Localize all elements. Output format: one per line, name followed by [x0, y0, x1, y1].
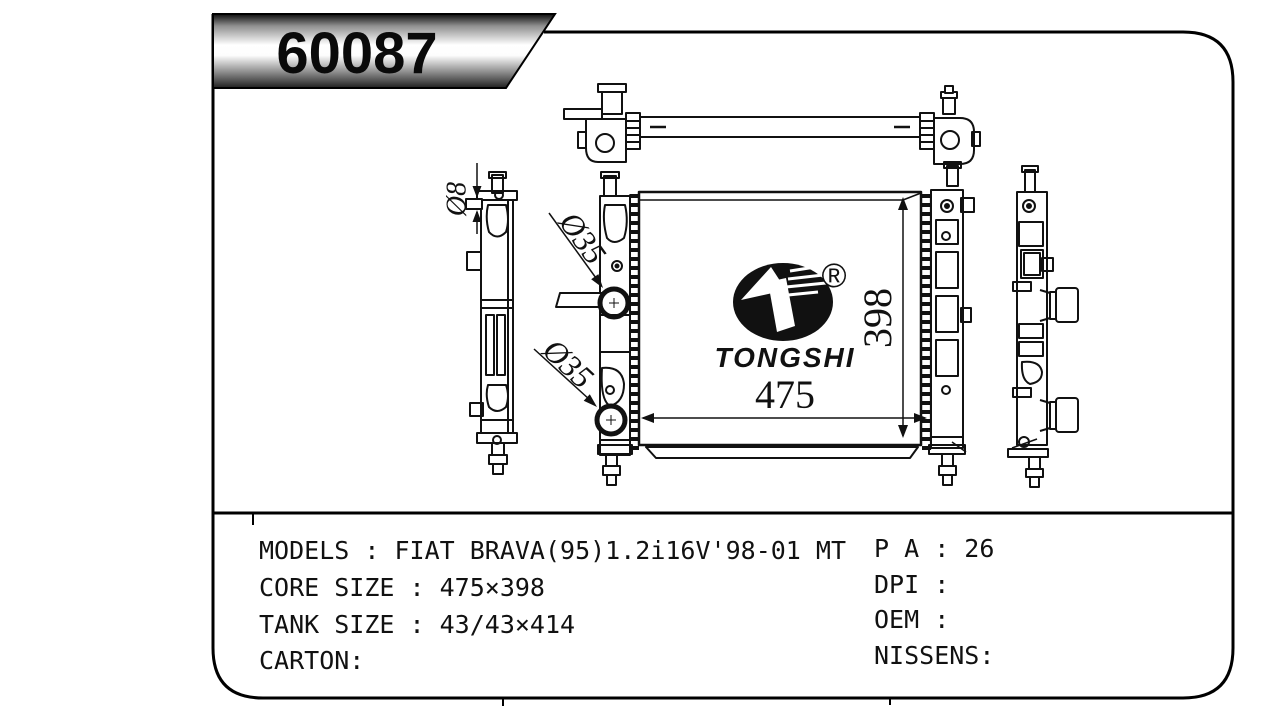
header-plate: [213, 14, 555, 88]
spec-carton: CARTON:: [259, 646, 365, 675]
spec-tank-size: TANK SIZE : 43/43×414: [259, 610, 576, 639]
part-number: 60087: [276, 21, 438, 86]
top-view-drawing: [564, 84, 980, 164]
tongshi-logo: [714, 257, 855, 373]
logo-wordmark: TONGSHI: [714, 342, 856, 373]
spec-pa: P A : 26: [874, 534, 995, 563]
left-side-view-drawing: [466, 172, 517, 474]
registered-trademark-symbol: ®: [821, 257, 847, 295]
dim-label-475: 475: [755, 372, 815, 417]
dim-label-398: 398: [855, 288, 901, 348]
spec-nissens: NISSENS:: [874, 641, 995, 670]
right-side-view-drawing: [1008, 166, 1078, 487]
dim-label-o35-lower: Ø35: [536, 331, 601, 396]
dim-label-o8: Ø8: [441, 181, 473, 217]
spec-core-size: CORE SIZE : 475×398: [259, 573, 545, 602]
spec-oem: OEM :: [874, 605, 950, 634]
dim-port-lower: [534, 331, 601, 407]
dim-height: [855, 197, 908, 438]
spec-dpi: DPI :: [874, 570, 950, 599]
dim-label-o35-upper: Ø35: [552, 204, 614, 271]
spec-models: MODELS : FIAT BRAVA(95)1.2i16V'98-01 MT: [259, 536, 846, 565]
dim-width: [641, 372, 927, 423]
